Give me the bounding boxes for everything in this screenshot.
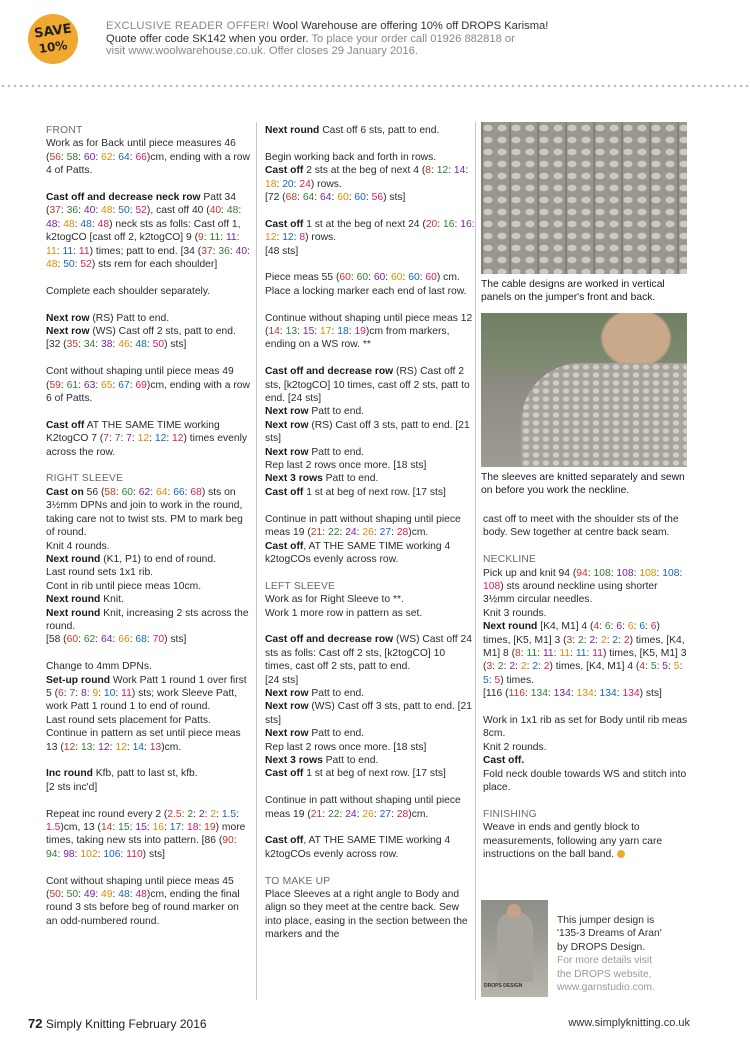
model-figure [497,912,533,982]
offer-headline: Wool Warehouse are offering 10% off DROPS Karisma! [272,20,549,32]
column-2 [265,124,475,942]
thumbnail-label: DROPS DESIGN [484,983,523,989]
text-block: Pick up and knit 94 (94: 108: 108: 108: 108: 108) sts around neckline using shorter 3½mm circular needles. Knit 3 rounds. Next round [K4, M1] 4 (4: 6: 6: 6: 6: 6) times, [K5, M1] 3 (3: 2: 2: 2: 2: 2) times, [K4, M1] 8 (8: 11: 11: 11: 11: 11) times, [K5, M1] 3 (3: 2: 2: 2: 2: 2) times, [K4, M1] 4 (4: 5: 5: 5: 5: 5) times. [116 (116: 134: 134: 134: 134: 134) sts] [483,567,687,700]
offer-prefix: EXCLUSIVE READER OFFER! [106,20,270,32]
text-block: Repeat inc round every 2 (2.5: 2: 2: 2: 1.5: 1.5)cm, 13 (14: 15: 15: 16: 17: 18: 19) more times, taking new sts into pattern. [86 (90: 94: 98: 102: 106: 110) sts] [46,808,246,860]
photo-caption: The cable designs are worked in vertical panels on the jumper's front and back. [481,279,665,304]
text-block: Work as for Right Sleeve to **. Work 1 more row in pattern as set. [265,594,423,619]
section-heading-neckline: NECKLINE [483,554,537,566]
offer-header [0,0,750,90]
text-block: Continue without shaping until piece meas 12 (14: 13: 15: 17: 18: 19)cm from markers, ending on a WS row. ** [265,312,473,351]
text-block: Cast off 1 st at the beg of next 24 (20: 16: 16: 12: 12: 8) rows. [48 sts] [265,218,475,257]
text-block: Weave in ends and gently block to measurements, following any yarn care instructions on the ball band. [483,822,663,861]
text-block: Cast off AT THE SAME TIME working K2togCO 7 (7: 7: 7: 12: 12: 12) times evenly across the row. [46,419,248,458]
credit-line: This jumper design is [557,915,655,926]
design-thumbnail [481,900,548,997]
offer-phone: To place your order call 01926 882818 or [311,32,515,45]
section-heading-left-sleeve: LEFT SLEEVE [265,580,336,592]
text-block: Cast off and decrease row (WS) Cast off 24 sts as folls: Cast off 2 sts, [k2togCO] 10 times, cast off 2 sts, patt to end. [24 sts] Next row Patt to end. Next row (WS) Cast off 3 sts, patt to end. [21 sts] Next row Patt to end. Rep last 2 rows once more. [18 sts] Next 3 rows Patt to end. Cast off 1 st at beg of next row. [17 sts] [265,634,472,780]
save-badge [28,14,78,64]
model-head [507,904,521,918]
design-credit [557,914,707,994]
text-block: Continue in patt without shaping until piece meas 19 (21: 22: 24: 26: 27: 28)cm. Cast off, AT THE SAME TIME working 4 k2togCOs evenly across row. [265,513,461,565]
dotted-divider [0,84,750,88]
text-block: Work in 1x1 rib as set for Body until rib meas 8cm. Knit 2 rounds. Cast off. Fold neck double towards WS and stitch into place. [483,715,688,794]
page-footer-left [28,1016,207,1031]
credit-line: by DROPS Design. [557,941,646,953]
text-block: Cont without shaping until piece meas 45 (50: 50: 49: 49: 48: 48)cm, ending the final round 3 sts before beg of round marker on an odd-numbered round. [46,875,240,927]
column-divider [475,122,476,1000]
photo-caption: The sleeves are knitted separately and sewn on before you work the neckline. [481,472,685,497]
badge-text-percent: 10% [37,38,69,56]
footer-website: www.simplyknitting.co.uk [568,1017,690,1029]
text-block: Place Sleeves at a right angle to Body and align so they meet at the centre back. Sew into place, easing in the section between the markers and the [265,888,468,941]
end-mark-icon [617,850,625,858]
text-block: Begin working back and forth in rows. Cast off 2 sts at the beg of next 4 (8: 12: 14: 18: 20: 24) rows. [72 (68: 64: 64: 60: 60: 56) sts] [265,151,469,204]
magazine-issue: Simply Knitting February 2016 [45,1017,207,1031]
text-block: Continue in patt without shaping until piece meas 19 (21: 22: 24: 26: 27: 28)cm. [265,795,461,820]
text-block: Cont without shaping until piece meas 49 (59: 61: 63: 65: 67: 69)cm, ending with a row 6 of Patts. [46,366,250,405]
photo-cable-detail [481,122,687,274]
text-block: Cast off and decrease row (RS) Cast off 2 sts, [k2togCO] 10 times, cast off 2 sts, patt to end. [24 sts] Next row Patt to end. Next row (RS) Cast off 3 sts, patt to end. [21 sts] Next row Patt to end. Rep last 2 rows once more. [18 sts] Next 3 rows Patt to end. Cast off 1 st at beg of next row. [17 sts] [265,366,470,498]
credit-line: For more details visit [557,955,652,967]
credit-line: '135-3 Dreams of Aran' [557,928,662,940]
page-number: 72 [28,1016,43,1031]
section-heading-finishing: FINISHING [483,808,537,820]
column-1 [46,124,250,928]
credit-line: the DROPS website, [557,968,652,980]
section-heading-front: FRONT [46,125,83,136]
text-block: Cast off, AT THE SAME TIME working 4 k2togCOs evenly across row. [265,835,451,860]
text-block: Work as for Back until piece measures 46 (56: 58: 60: 62: 64: 66)cm, ending with a row 4 of Patts. [46,138,250,177]
text-block: Complete each shoulder separately. [46,285,211,297]
photo-sleeve-detail [481,313,687,467]
column-divider [256,122,257,1000]
section-heading-to-make-up: TO MAKE UP [265,875,331,887]
badge-text-save: SAVE [33,21,73,42]
offer-visit: visit www.woolwarehouse.co.uk. Offer closes 29 January 2016. [106,45,418,57]
jumper-texture [521,363,687,467]
text-block: Next round Cast off 6 sts, patt to end. [265,125,440,136]
text-block: Cast on 56 (58: 60: 62: 64: 66: 68) sts on 3½mm DPNs and join to work in the round, taking care not to twist sts. PM to mark beg of round. Knit 4 rounds. Next round (K1, P1) to end of round. Last round sets 1x1 rib. Cont in rib until piece meas 10cm. Next round Knit. Next round Knit, increasing 2 sts across the round. [58 (60: 62: 64: 66: 68: 70) sts] [46,486,249,646]
text-block: Inc round Kfb, patt to last st, kfb. [2 sts inc'd] [46,768,198,793]
offer-text [106,20,626,58]
credit-link: www.garnstudio.com. [557,982,655,994]
offer-code: Quote offer code SK142 when you order. [106,32,309,45]
text-block: Change to 4mm DPNs. Set-up round Work Patt 1 round 1 over first 5 (6: 7: 8: 9: 10: 11) sts; work Sleeve Patt, work Patt 1 round 1 to end of round. Last round sets placement for Patts. Continue in pattern as set until piece meas 13 (12: 13: 12: 12: 14: 13)cm. [46,661,247,753]
column-3 [483,513,690,862]
section-heading-right-sleeve: RIGHT SLEEVE [46,473,124,485]
text-block: Piece meas 55 (60: 60: 60: 60: 60: 60) cm. Place a locking marker each end of last row. [265,272,467,297]
text-block: Cast off and decrease neck row Patt 34 (37: 36: 40: 48: 50: 52), cast off 40 (40: 48: 48: 48: 48: 48) neck sts as folls: Cast off 1, k2togCO [cast off 2, k2togCO] 9 (9: 11: 11: 11: 11: 11) times; patt to end. [34 (37: 36: 40: 48: 50: 52) sts rem for each shoulder] [46,192,250,271]
text-block: cast off to meet with the shoulder sts of the body. Sew together at centre back seam. [483,514,679,539]
text-block: Next row (RS) Patt to end. Next row (WS) Cast off 2 sts, patt to end. [32 (35: 34: 38: 46: 48: 50) sts] [46,312,236,351]
